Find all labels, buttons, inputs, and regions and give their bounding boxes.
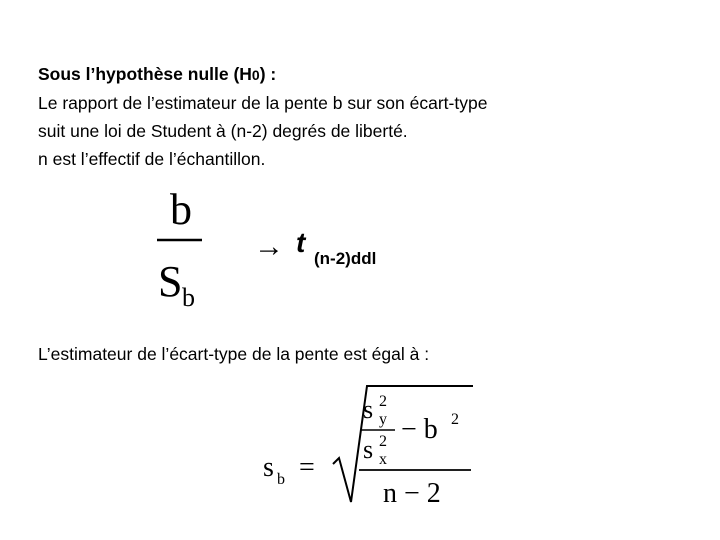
ratio-denominator: S xyxy=(158,257,183,306)
sx-superscript: 2 xyxy=(379,433,387,450)
body-line-2: suit une loi de Student à (n-2) degrés de liberté. xyxy=(38,121,408,141)
heading-prefix: Sous l’hypothèse nulle (H xyxy=(38,64,252,84)
closing-text: L’estimateur de l’écart-type de la pente est égal à : xyxy=(38,344,430,364)
text-block xyxy=(38,60,678,173)
student-t: t xyxy=(296,227,306,258)
ratio-formula xyxy=(150,180,470,320)
heading xyxy=(38,60,678,89)
heading-suffix: ) : xyxy=(259,64,277,84)
heading-subscript: 0 xyxy=(251,67,260,83)
b-superscript: 2 xyxy=(451,411,459,428)
minus-b: − b xyxy=(401,414,438,445)
body-line-1: Le rapport de l’estimateur de la pente b sur son écart-type xyxy=(38,93,488,113)
body-line-3: n est l’effectif de l’échantillon. xyxy=(38,149,266,169)
sy-s: s xyxy=(363,395,374,424)
denominator-n-minus-2: n − 2 xyxy=(383,478,441,509)
sy-subscript: y xyxy=(379,411,387,428)
ratio-denominator-subscript: b xyxy=(182,283,195,312)
equals-sign: = xyxy=(299,452,315,483)
sy-superscript: 2 xyxy=(379,393,387,410)
lhs-subscript: b xyxy=(277,471,285,488)
arrow-icon: → xyxy=(254,230,284,263)
student-t-subscript: (n-2)ddl xyxy=(314,249,377,268)
ratio-numerator: b xyxy=(170,185,192,234)
sx-s: s xyxy=(363,435,374,464)
lhs-s: s xyxy=(263,452,274,483)
sx-subscript: x xyxy=(379,451,387,468)
standard-error-formula xyxy=(255,380,495,510)
